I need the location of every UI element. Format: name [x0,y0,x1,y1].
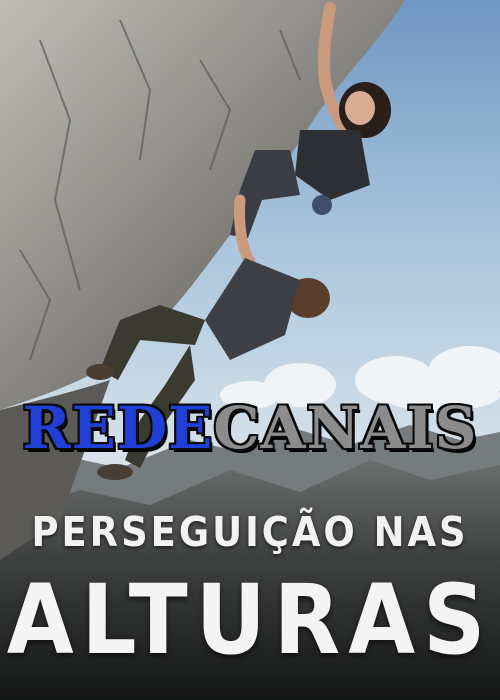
movie-title-line2: ALTURAS [6,564,494,676]
movie-title-line1: PERSEGUIÇÃO NAS [31,508,469,556]
logo-part-rede: REDE [22,394,214,462]
logo-part-canais: CANAIS [213,394,478,462]
redecanais-logo [0,392,500,464]
